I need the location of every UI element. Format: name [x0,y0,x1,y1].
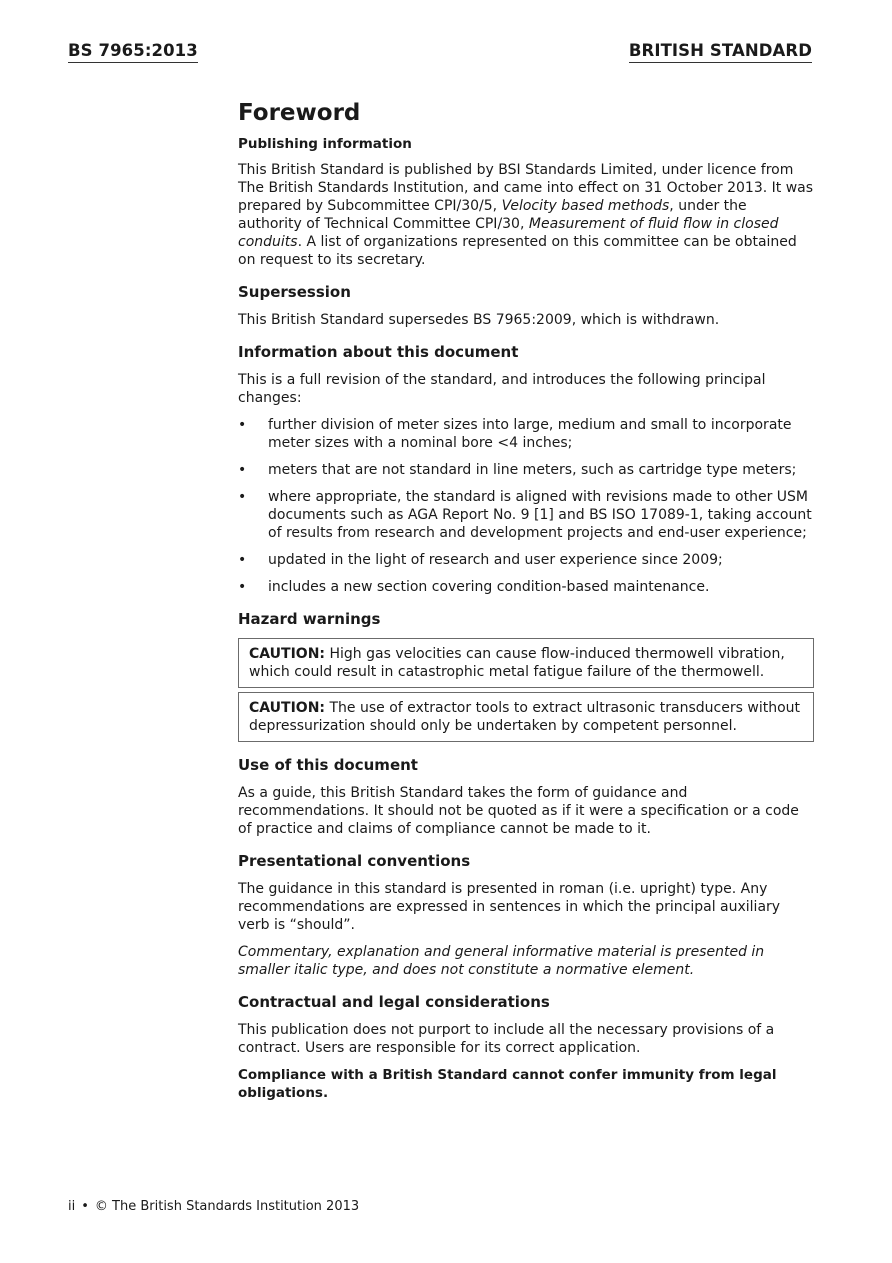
caution-label: CAUTION: [249,700,326,716]
caution-label: CAUTION: [249,646,326,662]
foreword-content [238,99,814,1116]
hazard-heading: Hazard warnings [238,610,381,628]
information-heading: Information about this document [238,343,519,361]
publishing-text-1: This British Standard is published by BSI Standards Limited, under licence from The British Standards Institution, and came into effect on 31 October 2013. It was prepared by Subcommittee CPI/30/5, [238,162,814,214]
bullet-icon: • [238,462,247,478]
contractual-bold-paragraph: Compliance with a British Standard cannot confer immunity from legal obligations. [238,1067,777,1101]
conventions-paragraph: The guidance in this standard is presented in roman (i.e. upright) type. Any recommendations are expressed in sentences in which the principal auxiliary verb is “should”. [238,881,781,933]
contractual-heading: Contractual and legal considerations [238,993,550,1011]
bullet-icon: • [238,579,247,595]
list-item-text: includes a new section covering condition-based maintenance. [268,579,710,595]
publishing-italic-2: Measurement of fluid flow in closed conduits [238,216,779,250]
publishing-italic-1: Velocity based methods [501,198,670,214]
header-british-standard: BRITISH STANDARD [629,41,812,63]
list-item [238,578,814,596]
page-footer [68,1199,359,1214]
caution-box [238,692,814,742]
header-standard-number: BS 7965:2013 [68,41,198,63]
page-number: ii [68,1199,76,1214]
list-item [238,488,814,542]
hazard-cautions [238,638,814,742]
caution-text: The use of extractor tools to extract ultrasonic transducers without depressurization should only be undertaken by competent personnel. [249,700,800,734]
page-title: Foreword [238,100,361,126]
conventions-heading: Presentational conventions [238,852,471,870]
bullet-icon: • [238,552,247,568]
copyright-text: © The British Standards Institution 2013 [94,1199,360,1214]
bullet-icon: • [238,417,247,433]
publishing-paragraph [238,161,814,269]
contractual-paragraph: This publication does not purport to include all the necessary provisions of a contract. Users are responsible for its correct application. [238,1022,775,1056]
list-item-text: where appropriate, the standard is aligned with revisions made to other USM documents such as AGA Report No. 9 [1] and BS ISO 17089-1, taking account of results from research and development projects and end-user experience; [268,489,812,541]
publishing-text-3: . A list of organizations represented on this committee can be obtained on request to its secretary. [238,234,797,268]
caution-text: High gas velocities can cause flow-induced thermowell vibration, which could result in catastrophic metal fatigue failure of the thermowell. [249,646,785,680]
list-item [238,461,814,479]
list-item [238,416,814,452]
list-item-text: updated in the light of research and user experience since 2009; [268,552,723,568]
changes-list [238,416,814,596]
list-item-text: meters that are not standard in line meters, such as cartridge type meters; [268,462,797,478]
supersession-heading: Supersession [238,283,351,301]
conventions-italic-paragraph: Commentary, explanation and general informative material is presented in smaller italic type, and does not constitute a normative element. [238,944,765,978]
publishing-text-2: , under the authority of Technical Committee CPI/30, [238,198,747,232]
information-intro: This is a full revision of the standard, and introduces the following principal changes: [238,372,766,406]
use-heading: Use of this document [238,756,418,774]
use-paragraph: As a guide, this British Standard takes the form of guidance and recommendations. It should not be quoted as if it were a specification or a code of practice and claims of compliance cannot be made to it. [238,785,799,837]
list-item-text: further division of meter sizes into large, medium and small to incorporate meter sizes with a nominal bore <4 inches; [268,417,792,451]
footer-separator-icon: • [81,1199,89,1214]
publishing-heading: Publishing information [238,136,412,152]
caution-box [238,638,814,688]
list-item [238,551,814,569]
bullet-icon: • [238,489,247,505]
supersession-paragraph: This British Standard supersedes BS 7965:2009, which is withdrawn. [238,312,720,328]
